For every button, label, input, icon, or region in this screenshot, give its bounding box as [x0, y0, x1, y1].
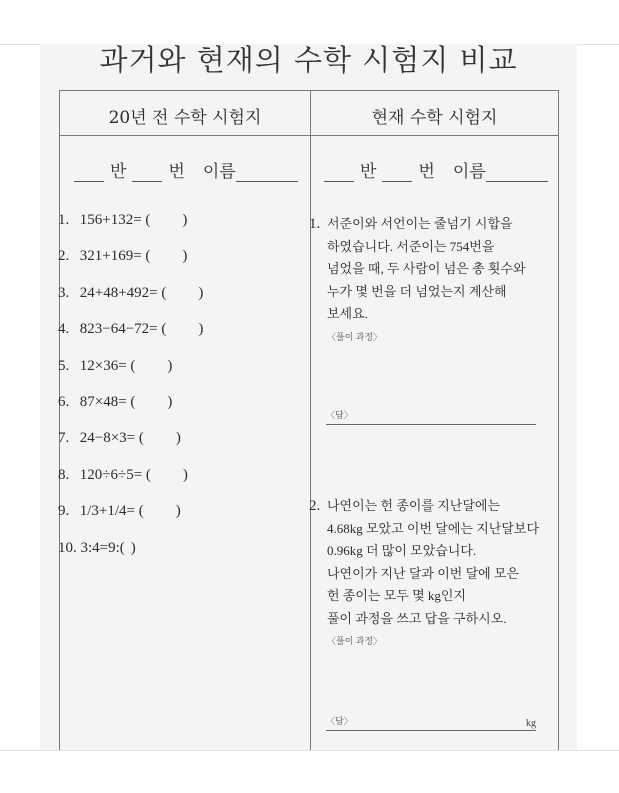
- header-divider: [60, 135, 558, 136]
- right-column-header: 현재 수학 시험지: [371, 108, 498, 128]
- class-blank: [74, 161, 104, 182]
- question-number: 1.: [309, 216, 321, 232]
- answer-label: 〈답〉: [326, 410, 353, 420]
- name-blank: [486, 161, 548, 182]
- left-column-header: 20년 전 수학 시험지: [108, 108, 262, 128]
- list-item: 3. 24+48+492= ( ): [58, 284, 204, 301]
- old-problem-list: [58, 212, 203, 576]
- bottom-divider: [0, 750, 619, 751]
- list-item: 5. 12×36= ( ): [58, 357, 173, 374]
- list-item: 4. 823−64−72= ( ): [58, 321, 204, 338]
- answer-line-2: [326, 714, 536, 731]
- list-item: 7. 24−8×3= ( ): [58, 430, 181, 447]
- list-item: 8. 120÷6÷5= ( ): [58, 466, 188, 483]
- question-number: 2.: [309, 498, 321, 514]
- class-blank: [324, 161, 354, 182]
- list-item: 6. 87×48= ( ): [58, 393, 173, 410]
- name-blank: [236, 161, 298, 182]
- list-item: 1. 156+132= ( ): [58, 212, 188, 228]
- column-divider: [310, 91, 311, 750]
- list-item: 9. 1/3+1/4= ( ): [58, 503, 181, 520]
- list-item: 10. 3:4=9:( ): [58, 539, 136, 556]
- unit-label: kg: [526, 718, 536, 729]
- number-label: 번: [168, 162, 185, 182]
- number-label: 번: [418, 162, 435, 182]
- class-label: 반: [360, 162, 377, 182]
- number-blank: [132, 161, 162, 182]
- question-text: 나연이는 헌 종이를 지난달에는 4.68kg 모았고 이번 달에는 지난달보다 0.96kg 더 많이 모았습니다. 나연이가 지난 달과 이번 달에 모은 헌 종이는 모두 몇 kg인지 풀이 과정을 쓰고 답을 구하시오. 〈풀이 과정〉: [327, 495, 547, 653]
- question-text: 서준이와 서언이는 줄넘기 시합을 하였습니다. 서준이는 754번을 넘었을 때, 두 사람이 넘은 총 횟수와 누가 몇 번을 더 넘었는지 계산해 보세요. 〈풀이 과정〉: [327, 213, 547, 348]
- right-name-line: [324, 157, 548, 185]
- worksheet-image: [40, 44, 577, 750]
- left-name-line: [74, 157, 298, 185]
- list-item: 2. 321+169= ( ): [58, 248, 188, 265]
- class-label: 반: [110, 162, 127, 182]
- name-label: 이름: [452, 162, 486, 182]
- name-label: 이름: [202, 162, 236, 182]
- process-label: 〈풀이 과정〉: [327, 636, 383, 646]
- answer-label: 〈답〉: [326, 716, 353, 726]
- process-label: 〈풀이 과정〉: [327, 331, 383, 342]
- page-title: 과거와 현재의 수학 시험지 비교: [99, 44, 518, 77]
- number-blank: [382, 161, 412, 182]
- answer-line-1: [326, 408, 536, 425]
